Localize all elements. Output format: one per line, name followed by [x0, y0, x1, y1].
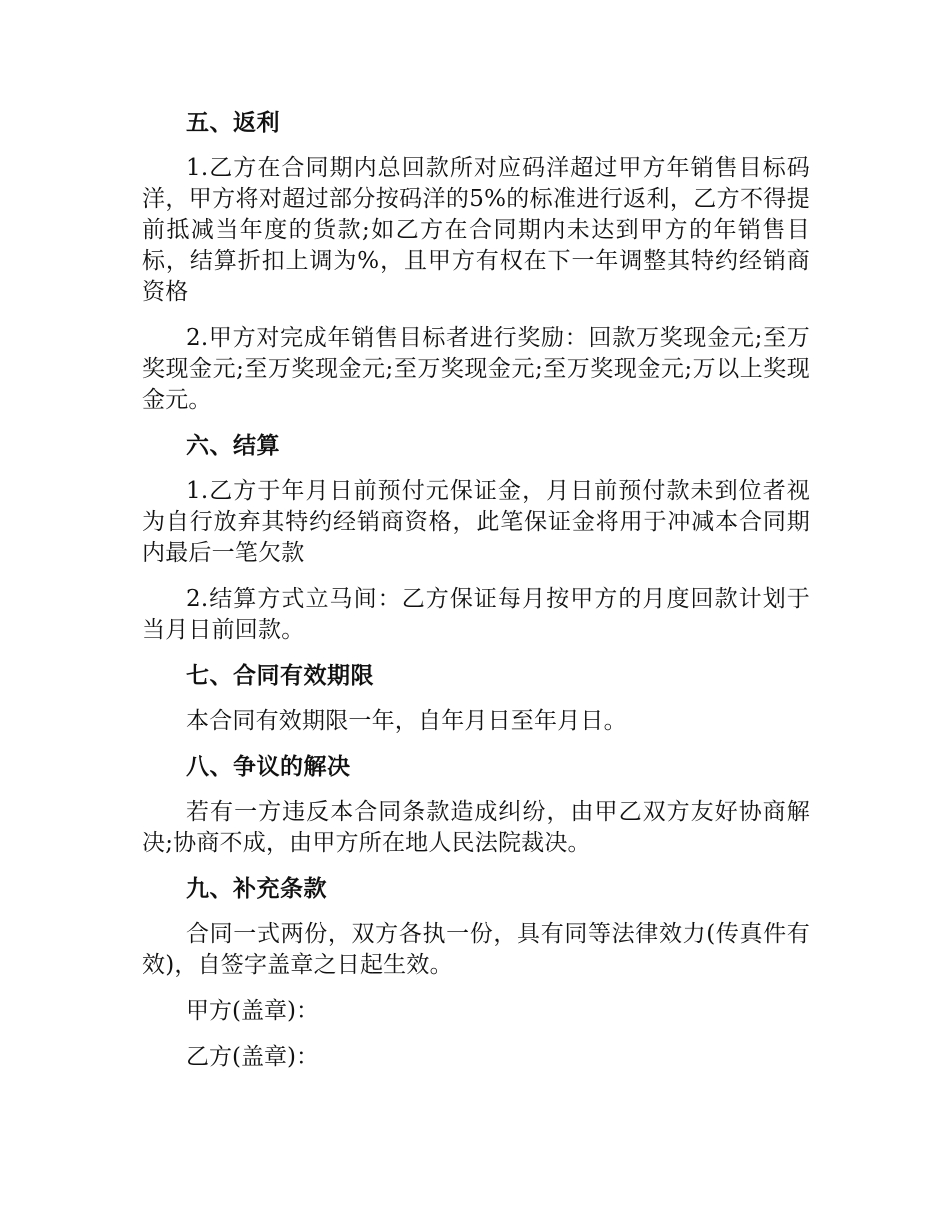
- rebate-clause-2: 2.甲方对完成年销售目标者进行奖励：回款万奖现金元;至万奖现金元;至万奖现金元;至万奖现金元;至万奖现金元;万以上奖现金元。: [142, 325, 810, 413]
- section-heading-supplementary: 九、补充条款: [186, 876, 327, 902]
- supplementary-clause: 合同一式两份，双方各执一份，具有同等法律效力(传真件有效)，自签字盖章之日起生效。: [142, 921, 810, 978]
- party-a-signature: 甲方(盖章)：: [186, 998, 319, 1024]
- section-heading-validity: 七、合同有效期限: [186, 663, 374, 689]
- settlement-clause-1: 1.乙方于年月日前预付元保证金，月日前预付款未到位者视为自行放弃其特约经销商资格，此笔保证金将用于冲减本合同期内最后一笔欠款: [142, 478, 810, 566]
- document-page: [142, 108, 810, 1088]
- settlement-clause-2: 2.结算方式立马间：乙方保证每月按甲方的月度回款计划于当月日前回款。: [142, 586, 810, 643]
- validity-clause: 本合同有效期限一年，自年月日至年月日。: [186, 708, 627, 734]
- section-heading-settlement: 六、结算: [186, 433, 280, 459]
- section-heading-rebate: 五、返利: [186, 110, 280, 136]
- rebate-clause-1: 1.乙方在合同期内总回款所对应码洋超过甲方年销售目标码洋，甲方将对超过部分按码洋的5%的标准进行返利，乙方不得提前抵减当年度的货款;如乙方在合同期内未达到甲方的年销售目标，结算折扣上调为%，且甲方有权在下一年调整其特约经销商资格: [142, 155, 810, 305]
- party-b-signature: 乙方(盖章)：: [186, 1044, 319, 1070]
- section-heading-dispute: 八、争议的解决: [186, 754, 351, 780]
- dispute-clause: 若有一方违反本合同条款造成纠纷，由甲乙双方友好协商解决;协商不成，由甲方所在地人民法院裁决。: [142, 799, 810, 856]
